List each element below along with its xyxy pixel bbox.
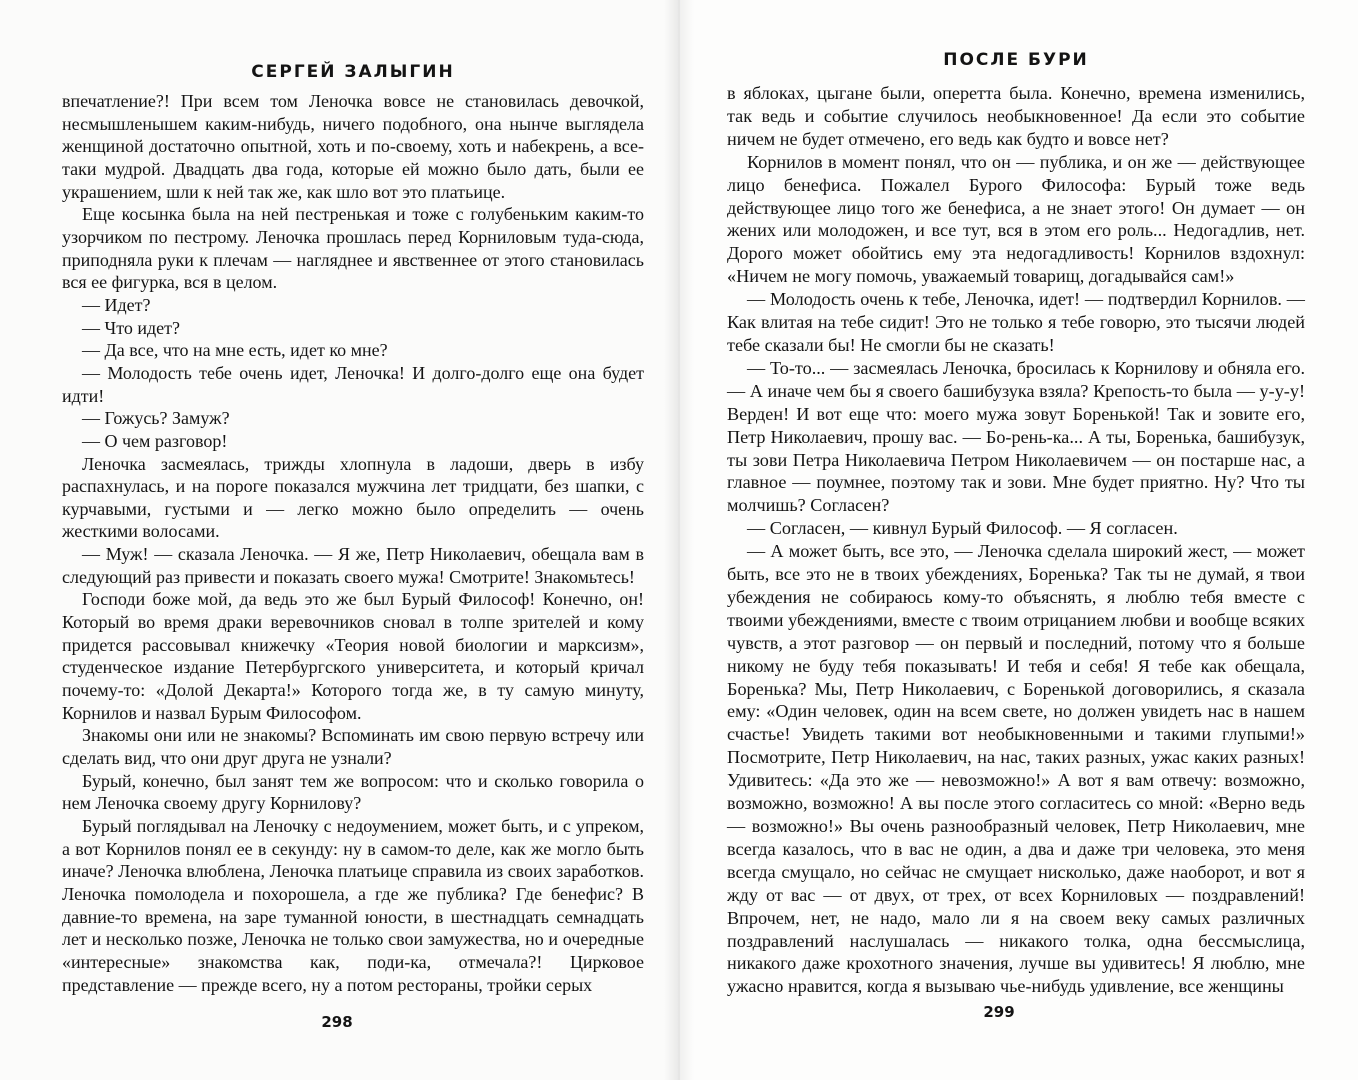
running-header: СЕРГЕЙ ЗАЛЫГИН [251, 62, 455, 82]
paragraph: — Муж! — сказала Леночка. — Я же, Петр Николаевич, обещала вам в следующий раз привести и показать своего мужа! Смотрите! Знакомьтесь! [62, 544, 644, 587]
paragraph: Господи боже мой, да ведь это же был Бурый Философ! Конечно, он! Который во время драки веревочников сновал в толпе зрителей и кому придется рассовывал книжечку «Теория новой биологии и марксизм», студенческое издание Петербургского университета, и который кричал почему-то: «Долой Декарта!» Которого тогда же, в ту самую минуту, Корнилов и назвал Бурым Философом. [62, 589, 644, 723]
paragraph: впечатление?! При всем том Леночка вовсе не становилась девочкой, несмышленышем каким-нибудь, ничего подобного, она нынче выглядела женщиной достаточно опытной, хоть и по-своему, хоть и набекрень, а все-таки мудрой. Двадцать два года, которые ей можно было дать, были ее украшением, шли к ней так же, как шло вот это платьице. [62, 91, 644, 202]
paragraph: — Да все, что на мне есть, идет ко мне? [82, 340, 388, 361]
paragraph: — О чем разговор! [82, 430, 228, 451]
paragraph: — А может быть, все это, — Леночка сделала широкий жест, — может быть, все это не в твоих убеждениях, Боренька? Так ты не думай, я твои убеждения не собираюсь кому-то объяснять, я люблю тебя вместе с твоими убеждениями, вместе с твоим отрицанием любви и вообще всяких чувств, а этот разговор — он первый и последний, потому что я больше никому не буду тебя показывать! И тебя и себя! Я тебе как обещала, Боренька? Мы, Петр Николаевич, с Боренькой договорились, я сказала ему: «Один человек, один на всем свете, но должен увидеть нас в нашем счастье! Увидеть такими вот необыкновенными и такими глупыми!» Посмотрите, Петр Николаевич, на нас, таких разных, ужас каких разных! Удивитесь: «Да это же — невозможно!» А вот я вам отвечу: возможно, возможно, возможно! А вы после этого согласитесь со мной: «Верно ведь — возможно!» Вы очень разнообразный человек, Петр Николаевич, мне всегда казалось, что в вас не один, а два и даже три человека, это меня всегда смущало, но сейчас не смущает нисколько, даже наоборот, и вот я жду от вас — от двух, от трех, от всех Корниловых — поздравлений! Впрочем, нет, не надо, мало ли я на своем веку самых различных поздравлений наслушалась — никакого толка, одна бессмыслица, никакого даже крохотного значения, лучше вы удивитесь! Я люблю, мне ужасно нравится, когда я вызываю чье-нибудь удивление, все женщины [727, 541, 1305, 997]
paragraph: в яблоках, цыгане были, оперетта была. Конечно, времена изменились, так ведь и событие случилось необыкновенное! Да если это событие ничем не будет отмечено, его ведь как будто и вовсе нет? [727, 83, 1305, 149]
book-spine-shadow [664, 0, 694, 1080]
page-number: 299 [983, 1003, 1015, 1021]
paragraph: Знакомы они или не знакомы? Вспоминать им свою первую встречу или сделать вид, что они друг друга не узнали? [62, 725, 644, 769]
paragraph: Бурый поглядывал на Леночку с недоумением, может быть, и с упреком, а вот Корнилов понял ее в секунду: ну в самом-то деле, как же могло быть иначе? Леночка влюблена, Леночка платьице справила из своих заработков. Леночка помолодела и похорошела, а где же публика? Где бенефис? В давние-то времена, на заре туманной юности, в шестнадцать семнадцать лет и несколько позже, Леночка не только свои замужества, но и очередные «интересные» знакомства как, поди-ка, отмечала?! Цирковое представление — прежде всего, ну а потом рестораны, тройки серых [62, 816, 644, 995]
paragraph: Корнилов в момент понял, что он — публика, и он же — действующее лицо бенефиса. Пожалел Бурого Философа: Бурый тоже ведь действующее лицо того же бенефиса, а не знает этого! Он думает — он жених или молодожен, и все тут, вся в этом его роль... Недогадлив, нет. Дорого может обойтись ему эта недогадливость! Корнилов вздохнул: «Ничем не могу помочь, уважаемый товарищ, догадывайся сам!» [727, 151, 1305, 287]
paragraph: — Молодость очень к тебе, Леночка, идет! — подтвердил Корнилов. — Как влитая на тебе сидит! Это не только я тебе говорю, это тысячи людей тебе сказали бы! Не смогли бы не сказать! [727, 289, 1305, 355]
paragraph: Бурый, конечно, был занят тем же вопросом: что и сколько говорила о нем Леночка своему другу Корнилову? [62, 770, 644, 814]
paragraph: — То-то... — засмеялась Леночка, бросилась к Корнилову и обняла его. — А иначе чем бы я своего башибузука взяла? Крепость-то была — у-у-у! Верден! И вот еще что: моего мужа зовут Боренькой! Так и зовите его, Петр Николаевич, прошу вас. — Бо-рень-ка... А ты, Боренька, башибузук, ты зови Петра Николаевича Петром Николаевичем — он постарше нас, а главное — поумнее, поэтому так и зови. Мне будет приятно. Ну? Что ты молчишь? Согласен? [727, 357, 1305, 516]
page-number: 298 [321, 1013, 353, 1031]
paragraph: Леночка засмеялась, трижды хлопнула в ладоши, дверь в избу распахнулась, и на пороге показался мужчина лет тридцати, без шапки, с курчавыми, густыми и — легко можно было определить — очень жесткими волосами. [62, 453, 644, 542]
paragraph: — Молодость тебе очень идет, Леночка! И долго-долго еще она будет идти! [62, 362, 644, 406]
paragraph: — Что идет? [82, 317, 180, 338]
running-header: ПОСЛЕ БУРИ [943, 50, 1089, 70]
paragraph: Еще косынка была на ней пестренькая и тоже с голубеньким каким-то узорчиком по пестрому. Леночка прошлась перед Корниловым туда-сюда, приподняла руки к плечам — нагляднее и явственнее от этого становилась вся ее фигурка, вся в целом. [62, 204, 644, 293]
right-page [679, 0, 1358, 1080]
page-body [62, 90, 644, 996]
page-body [727, 82, 1305, 998]
paragraph: — Согласен, — кивнул Бурый Философ. — Я согласен. [747, 518, 1178, 539]
paragraph: — Идет? [82, 294, 151, 315]
paragraph: — Гожусь? Замуж? [82, 408, 230, 429]
